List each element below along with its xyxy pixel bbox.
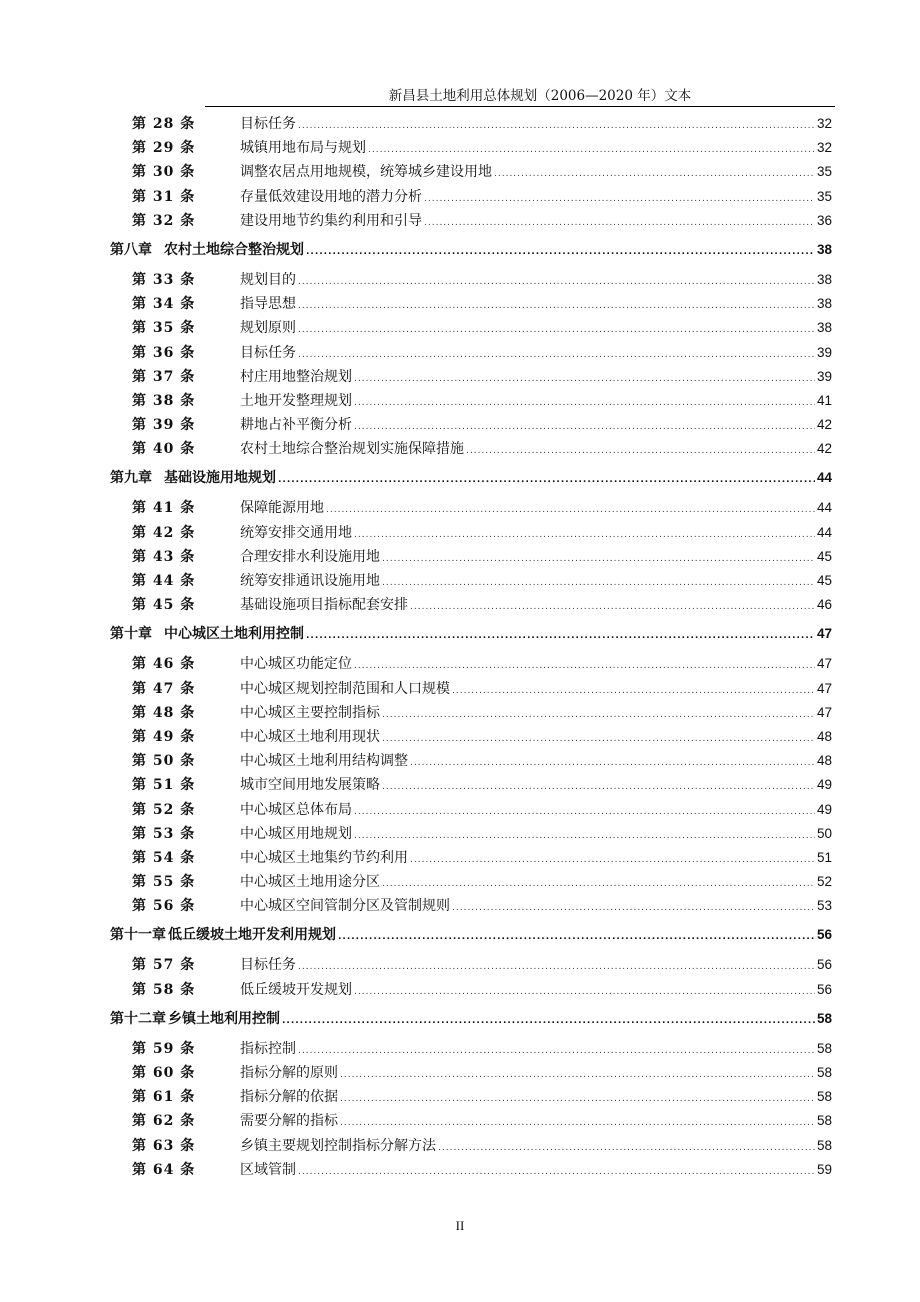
article-number: 第 31 条 [132, 188, 196, 205]
chapter-number: 第十一章 [110, 927, 166, 944]
article-number: 第 29 条 [132, 140, 196, 157]
toc-article-entry[interactable] [110, 136, 832, 160]
dot-leader [410, 751, 815, 775]
dot-leader [438, 1136, 815, 1160]
article-number: 第 36 条 [132, 344, 196, 361]
toc-article-entry[interactable] [110, 316, 832, 340]
page-number-ref: 52 [816, 874, 832, 890]
entry-title: 城镇用地布局与规划 [240, 140, 366, 157]
page-number-ref: 49 [816, 801, 832, 817]
toc-article-entry[interactable] [110, 389, 832, 413]
toc-chapter-entry[interactable] [110, 237, 832, 263]
dot-leader [452, 896, 815, 920]
entry-title: 中心城区土地集约节约利用 [240, 849, 408, 866]
dot-leader [298, 114, 815, 138]
entry-title: 农村土地综合整治规划 [164, 241, 304, 258]
article-number: 第 64 条 [132, 1161, 196, 1178]
entry-title: 城市空间用地发展策略 [240, 777, 380, 794]
entry-title: 存量低效建设用地的潜力分析 [240, 188, 422, 205]
article-number: 第 45 条 [132, 597, 196, 614]
toc-article-entry[interactable] [110, 1109, 832, 1133]
article-number: 第 43 条 [132, 548, 196, 565]
dot-leader [298, 955, 815, 979]
page-number-ref: 32 [816, 116, 832, 131]
toc-article-entry[interactable] [110, 1061, 832, 1085]
page-number-ref: 38 [816, 320, 832, 336]
chapter-number: 第十章 [110, 626, 152, 643]
article-number: 第 47 条 [132, 680, 196, 697]
dot-leader [298, 343, 815, 367]
article-number: 第 30 条 [132, 164, 196, 181]
page-number-ref: 44 [816, 470, 832, 486]
entry-title: 指导思想 [240, 296, 296, 313]
article-number: 第 59 条 [132, 1040, 196, 1057]
entry-title: 中心城区土地利用现状 [240, 728, 380, 745]
dot-leader [410, 848, 815, 872]
dot-leader [298, 270, 815, 294]
entry-title: 基础设施用地规划 [164, 470, 276, 487]
page-number-ref: 56 [816, 981, 832, 997]
toc-article-entry[interactable] [110, 894, 832, 918]
entry-title: 中心城区土地用途分区 [240, 874, 380, 891]
entry-title: 指标控制 [240, 1040, 296, 1057]
entry-title: 乡镇主要规划控制指标分解方法 [240, 1137, 436, 1154]
article-number: 第 44 条 [132, 573, 196, 589]
toc-article-entry[interactable] [110, 1085, 832, 1109]
entry-title: 中心城区总体布局 [240, 801, 352, 818]
dot-leader [298, 318, 815, 342]
entry-title: 中心城区主要控制指标 [240, 704, 380, 721]
page-number-ref: 58 [816, 1113, 832, 1129]
page-number-ref: 39 [816, 368, 832, 384]
toc-article-entry[interactable] [110, 953, 832, 977]
dot-leader [382, 775, 815, 799]
toc-article-entry[interactable] [110, 725, 832, 749]
entry-title: 中心城区空间管制分区及管制规则 [240, 898, 450, 915]
dot-leader [282, 1008, 815, 1034]
entry-title: 区域管制 [240, 1161, 296, 1178]
entry-title: 中心城区土地利用控制 [164, 626, 304, 643]
page-number-ref: 58 [816, 1137, 832, 1153]
dot-leader [354, 654, 815, 678]
page-number-ref: 44 [816, 524, 832, 540]
toc-chapter-entry[interactable] [110, 465, 832, 491]
entry-title: 农村土地综合整治规划实施保障措施 [240, 441, 464, 458]
entry-title: 指标分解的原则 [240, 1065, 338, 1081]
toc-article-entry[interactable] [110, 160, 832, 184]
page-number-ref: 47 [816, 626, 832, 642]
toc-article-entry[interactable] [110, 521, 832, 545]
article-number: 第 54 条 [132, 849, 196, 866]
article-number: 第 48 条 [132, 704, 196, 721]
page-number-ref: 39 [816, 344, 832, 360]
toc-article-entry[interactable] [110, 846, 832, 870]
entry-title: 中心城区规划控制范围和人口规模 [240, 680, 450, 697]
running-header: 新昌县土地利用总体规划（2006—2020 年）文本 [205, 85, 835, 107]
article-number: 第 56 条 [132, 898, 196, 915]
toc-article-entry[interactable] [110, 268, 832, 292]
article-number: 第 40 条 [132, 441, 196, 458]
dot-leader [340, 1111, 815, 1135]
toc-article-entry[interactable] [110, 798, 832, 822]
dot-leader [340, 1087, 815, 1111]
article-number: 第 52 条 [132, 801, 196, 818]
entry-title: 乡镇土地利用控制 [168, 1010, 280, 1027]
entry-title: 规划目的 [240, 271, 296, 288]
dot-leader [298, 1160, 815, 1184]
page-number-ref: 36 [816, 212, 832, 228]
article-number: 第 50 条 [132, 753, 196, 770]
page-number-ref: 45 [816, 548, 832, 564]
entry-title: 耕地占补平衡分析 [240, 417, 352, 434]
article-number: 第 57 条 [132, 957, 196, 974]
page-number-ref: 38 [816, 271, 832, 287]
toc-article-entry[interactable] [110, 870, 832, 894]
dot-leader [354, 415, 815, 439]
chapter-number: 第九章 [110, 470, 152, 487]
toc-article-entry[interactable] [110, 652, 832, 676]
page-number-ref: 58 [816, 1040, 832, 1056]
article-number: 第 55 条 [132, 874, 196, 891]
dot-leader [354, 980, 815, 1004]
entry-title: 中心城区功能定位 [240, 656, 352, 673]
page-number-ref: 45 [816, 573, 832, 588]
toc-article-entry[interactable] [110, 365, 832, 389]
entry-title: 低丘缓坡土地开发利用规划 [168, 927, 336, 944]
entry-title: 中心城区用地规划 [240, 825, 352, 842]
page-number-ref: 53 [816, 898, 832, 914]
article-number: 第 58 条 [132, 981, 196, 998]
toc-article-entry[interactable] [110, 112, 832, 136]
toc-article-entry[interactable] [110, 1134, 832, 1158]
page-number-ref: 42 [816, 417, 832, 433]
page-number-ref: 44 [816, 500, 832, 516]
toc-article-entry[interactable] [110, 978, 832, 1002]
entry-title: 基础设施项目指标配套安排 [240, 597, 408, 614]
article-number: 第 46 条 [132, 656, 196, 673]
entry-title: 目标任务 [240, 344, 296, 361]
dot-leader [424, 211, 815, 235]
dot-leader [368, 138, 815, 162]
entry-title: 保障能源用地 [240, 500, 324, 517]
page-number-ref: 47 [816, 656, 832, 672]
page-number-ref: 32 [816, 140, 832, 156]
entry-title: 规划原则 [240, 320, 296, 337]
toc-article-entry[interactable] [110, 1037, 832, 1061]
entry-title: 村庄用地整治规划 [240, 368, 352, 385]
article-number: 第 53 条 [132, 825, 196, 842]
toc-article-entry[interactable] [110, 677, 832, 701]
dot-leader [354, 367, 815, 391]
page-number-ref: 51 [816, 849, 832, 865]
page-number-ref: 56 [816, 927, 832, 943]
page-number-ref: 50 [816, 825, 832, 841]
dot-leader [494, 162, 815, 186]
dot-leader [306, 239, 815, 265]
page-number-ref: 35 [816, 188, 832, 204]
dot-leader [424, 187, 815, 211]
entry-title: 低丘缓坡开发规划 [240, 981, 352, 998]
toc-article-entry[interactable] [110, 569, 832, 593]
article-number: 第 42 条 [132, 524, 196, 541]
toc-article-entry[interactable] [110, 749, 832, 773]
toc-article-entry[interactable] [110, 185, 832, 209]
page-number-ref: 58 [816, 1089, 832, 1105]
table-of-contents [110, 112, 832, 1182]
toc-article-entry[interactable] [110, 413, 832, 437]
dot-leader [306, 623, 815, 649]
page-number-ref: 48 [816, 728, 832, 744]
toc-article-entry[interactable] [110, 341, 832, 365]
article-number: 第 34 条 [132, 296, 196, 313]
toc-article-entry[interactable] [110, 1158, 832, 1182]
entry-title: 需要分解的指标 [240, 1113, 338, 1130]
dot-leader [338, 924, 815, 950]
toc-article-entry[interactable] [110, 593, 832, 617]
dot-leader [382, 872, 815, 896]
entry-title: 指标分解的依据 [240, 1089, 338, 1106]
toc-chapter-entry[interactable] [110, 621, 832, 647]
page-number-ref: 56 [816, 957, 832, 973]
page-number-ref: 48 [816, 753, 832, 769]
dot-leader [382, 703, 815, 727]
page-number-ref: 58 [816, 1065, 832, 1080]
article-number: 第 37 条 [132, 368, 196, 385]
article-number: 第 38 条 [132, 392, 196, 409]
entry-title: 土地开发整理规划 [240, 392, 352, 409]
article-number: 第 32 条 [132, 212, 196, 229]
dot-leader [382, 571, 815, 595]
dot-leader [354, 824, 815, 848]
toc-article-entry[interactable] [110, 545, 832, 569]
dot-leader [298, 294, 815, 318]
toc-article-entry[interactable] [110, 773, 832, 797]
page-number-ref: 38 [816, 296, 832, 312]
entry-title: 合理安排水利设施用地 [240, 548, 380, 565]
dot-leader [466, 439, 815, 463]
entry-title: 目标任务 [240, 957, 296, 974]
dot-leader [410, 595, 815, 619]
toc-chapter-entry[interactable] [110, 922, 832, 948]
article-number: 第 60 条 [132, 1065, 196, 1081]
dot-leader [326, 498, 815, 522]
dot-leader [298, 1039, 815, 1063]
dot-leader [340, 1063, 815, 1087]
dot-leader [354, 523, 815, 547]
toc-article-entry[interactable] [110, 292, 832, 316]
dot-leader [382, 547, 815, 571]
article-number: 第 41 条 [132, 500, 196, 517]
article-number: 第 28 条 [132, 116, 196, 132]
article-number: 第 33 条 [132, 271, 196, 288]
entry-title: 目标任务 [240, 116, 296, 132]
entry-title: 中心城区土地利用结构调整 [240, 753, 408, 770]
page-number-ref: 41 [816, 392, 832, 408]
entry-title: 统筹安排交通用地 [240, 524, 352, 541]
dot-leader [354, 800, 815, 824]
dot-leader [452, 679, 815, 703]
article-number: 第 35 条 [132, 320, 196, 337]
dot-leader [382, 727, 815, 751]
article-number: 第 49 条 [132, 728, 196, 745]
entry-title: 建设用地节约集约利用和引导 [240, 212, 422, 229]
page-number-ref: 35 [816, 164, 832, 180]
toc-article-entry[interactable] [110, 437, 832, 461]
page-number-ref: 47 [816, 704, 832, 720]
entry-title: 调整农居点用地规模，统筹城乡建设用地 [240, 164, 492, 181]
article-number: 第 51 条 [132, 777, 196, 794]
article-number: 第 63 条 [132, 1137, 196, 1154]
article-number: 第 62 条 [132, 1113, 196, 1130]
dot-leader [354, 391, 815, 415]
page-number-ref: 46 [816, 597, 832, 613]
page-number: II [455, 1218, 465, 1233]
chapter-number: 第八章 [110, 241, 152, 258]
dot-leader [278, 467, 815, 493]
chapter-number: 第十二章 [110, 1010, 166, 1027]
page-number-ref: 47 [816, 680, 832, 696]
page-number-ref: 58 [816, 1010, 832, 1026]
toc-article-entry[interactable] [110, 701, 832, 725]
article-number: 第 39 条 [132, 417, 196, 434]
toc-article-entry[interactable] [110, 822, 832, 846]
page-number-ref: 49 [816, 777, 832, 793]
toc-chapter-entry[interactable] [110, 1006, 832, 1032]
toc-article-entry[interactable] [110, 209, 832, 233]
toc-article-entry[interactable] [110, 496, 832, 520]
article-number: 第 61 条 [132, 1089, 196, 1106]
page-number-ref: 42 [816, 441, 832, 457]
page-number-ref: 38 [816, 241, 832, 257]
page-number-ref: 59 [816, 1161, 832, 1177]
entry-title: 统筹安排通讯设施用地 [240, 573, 380, 589]
